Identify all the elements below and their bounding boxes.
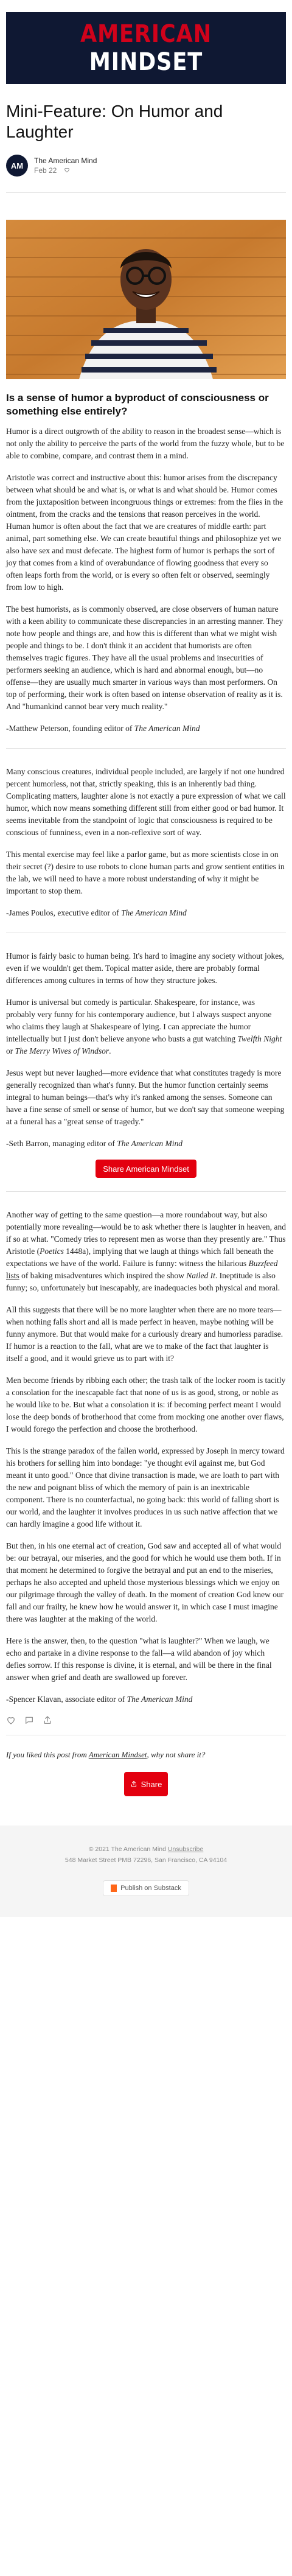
post-date: Feb 22 <box>34 166 57 175</box>
divider <box>6 192 286 193</box>
like-icon[interactable] <box>64 166 70 175</box>
work-title: Buzzfeed <box>248 1259 278 1268</box>
copyright-text: © 2021 The American Mind <box>88 1846 166 1853</box>
paragraph-text: Another way of getting to the same question—a more roundabout way, but also potentially more revealing—would be to ask whether there is laughter in heaven, and if so at what. "Comedy tries to represent men as worse than they presently are." Thus Aristotle ( <box>6 1210 286 1256</box>
masthead-line1: AMERICAN <box>80 20 212 48</box>
paragraph <box>6 996 286 1057</box>
signature-text: -Matthew Peterson, founding editor of <box>6 724 134 733</box>
signature <box>6 1693 286 1706</box>
paragraph-text: of baking misadventures which inspired the show <box>19 1271 187 1280</box>
byline-meta <box>34 156 97 176</box>
share-button[interactable] <box>124 1772 168 1796</box>
paragraph-text: . <box>109 1046 111 1055</box>
footer-links <box>0 1844 292 1855</box>
avatar-text: AM <box>10 161 24 170</box>
publication-name: The American Mind <box>134 724 200 733</box>
publish-on-substack-button[interactable] <box>103 1880 189 1896</box>
paragraph-text: 1448a), implying that we laugh at things which fall beneath the expectations we have of the world. Failure is funny: witness the hilarious <box>6 1247 274 1268</box>
publication-name: The American Mind <box>127 1695 193 1704</box>
share-prompt-text: , why not share it? <box>147 1750 206 1759</box>
signature-text: -James Poulos, executive editor of <box>6 908 121 917</box>
hero-image <box>6 220 286 379</box>
paragraph <box>6 1209 286 1294</box>
signature-text: -Seth Barron, managing editor of <box>6 1139 117 1148</box>
paragraph: Here is the answer, then, to the question "what is laughter?" When we laugh, we echo and partake in a divine response to the fall—a wild abandon of joy which defies sorrow. If this response is divine, it is eternal, and will be there in the final answer when grief and death are swallowed up forever. <box>6 1636 272 1682</box>
paragraph: Humor is a direct outgrowth of the ability to reason in the broadest sense—which is not only the ability to perceive the parts of the world from the fuzzy whole, but to be able to combine, compare, and contrast them in a mind. <box>6 427 285 460</box>
like-icon[interactable] <box>6 1715 16 1725</box>
work-title: Nailed It <box>186 1271 215 1280</box>
share-icon <box>130 1780 137 1788</box>
divider <box>6 748 286 749</box>
email-page <box>0 12 292 1917</box>
footer <box>0 1825 292 1917</box>
signature <box>6 723 286 735</box>
author-avatar[interactable] <box>6 155 28 177</box>
comment-icon[interactable] <box>24 1715 34 1725</box>
signature <box>6 1138 286 1150</box>
footer-address: 548 Market Street PMB 72296, San Francisco, CA 94104 <box>64 1857 228 1864</box>
paragraph: Jesus wept but never laughed—more evidence that what constitutes tragedy is more generally recognized than what's funny. But the humor function certainly seems integral to human beings—that's why it's ranked among the senses. Someone can have a fine sense of smell or sense of humor, but we don't say that someone weeping at a funeral has a "great sense of tragedy." <box>6 1068 285 1126</box>
work-title: Twelfth Night <box>237 1034 282 1043</box>
share-prompt <box>6 1749 286 1761</box>
signature-text: -Spencer Klavan, associate editor of <box>6 1695 127 1704</box>
share-button-label: Share <box>141 1779 162 1789</box>
share-publication-button[interactable]: Share American Mindset <box>96 1160 196 1178</box>
masthead-line2: MINDSET <box>89 48 203 76</box>
footer-link-unsubscribe[interactable]: Unsubscribe <box>167 1846 204 1853</box>
lists-link[interactable]: lists <box>6 1271 19 1280</box>
signature <box>6 907 286 919</box>
publication-name: The American Mind <box>117 1139 182 1148</box>
divider <box>6 1191 286 1192</box>
paragraph: Humor is fairly basic to human being. It's hard to imagine any society without jokes, even if we wouldn't get them. Topical matter aside, there are probably formal differences among cultures in terms of how they structure jokes. <box>6 951 284 985</box>
paragraph: Many conscious creatures, individual people included, are largely if not one hundred percent humorless, not that, strictly speaking, this is an inherently bad thing. Complicating matters, laughter alone is not exactly a pure expression of what we call humor, which now means something different still from either good or bad humor. It seems inevitable from the standpoint of logic that consciousness is required to be conscious of funniness, even in a non-reflexive sort of way. <box>6 767 286 837</box>
paragraph: The best humorists, as is commonly observed, are close observers of human nature with a keen ability to communicate these discrepancies in an arresting manner. They note how people and things are, and how this is different than what we might wish people and things to be. I don't think it an accident that humorists are often themselves tragic figures. They have all the usual problems and insecurities of performers seeking an audience, which is hard and abnormal enough, but—no offense—they are usually much smarter in various ways than most performers. On top of performing, their work is often based on intense observation of reality as it is. And "humankind cannot bear very much reality." <box>6 604 283 711</box>
publish-label: Publish on Substack <box>120 1885 181 1892</box>
paragraph: This is the strange paradox of the fallen world, expressed by Joseph in mercy toward his brothers for selling him into bondage: "ye thought evil against me, but God meant it unto good." Once that divine transaction is made, we are loath to part with the new and poignant bliss of which the memory of pain is an inextricable component. There is no counterfactual, no going back: this world of falling short is our world, and the laughter it involves produces in us such native affection that we can hardly imagine a good life without it. <box>6 1446 285 1528</box>
reaction-bar <box>6 1715 286 1725</box>
share-icon[interactable] <box>43 1715 52 1725</box>
publication-link[interactable]: American Mindset <box>88 1750 147 1759</box>
work-title: Poetics <box>40 1247 64 1256</box>
share-prompt-text: If you liked this post from <box>6 1750 89 1759</box>
work-title: The Merry Wives of Windsor <box>15 1046 109 1055</box>
paragraph: Men become friends by ribbing each other; the trash talk of the locker room is tacitly a consolation for the inescapable fact that none of us is as good, strong, or noble as he would like to be. But what a consolation it is: if becoming perfect meant I would lose the deep bonds of brotherhood that come from mocking one another over flaws, I would forego the perfection and choose the brotherhood. <box>6 1376 286 1433</box>
author-name[interactable]: The American Mind <box>34 156 97 165</box>
hero-photo-svg <box>6 220 286 379</box>
publication-name: The American Mind <box>120 908 187 917</box>
paragraph-text: Humor is universal but comedy is particular. Shakespeare, for instance, was probably very funny for his contemporary audience, but I always suspect anyone who claims they laugh at Shakespeare of lying. I can appreciate the humor intellectually but I just don't believe anyone who busts a gut watching <box>6 998 272 1043</box>
paragraph: But then, in his one eternal act of creation, God saw and accepted all of what would be: our betrayal, our miseries, and the good for which he would use them both. If in that moment he determined to forgive the betrayal and put an end to the miseries, perhaps he also accepted and upheld those mysterious blessings which we enjoy on our pilgrimage through the valley of death. In the moment of creation God knew our fall and our frailty, he knew how he would answer it, in which case I must imagine there was laughter at the making of the world. <box>6 1541 284 1623</box>
masthead-banner[interactable] <box>6 12 286 84</box>
paragraph-text: or <box>6 1046 15 1055</box>
substack-logo-icon <box>111 1885 117 1892</box>
byline <box>6 155 286 177</box>
post-title[interactable]: Mini-Feature: On Humor and Laughter <box>6 102 223 141</box>
paragraph: Aristotle was correct and instructive about this: humor arises from the discrepancy between what should be and what is, or what is and what should be. Humor comes from the juxtaposition between incongruous things or extremes: from the flies in the ointment, from the cracks and the tensions that reason perceives in the world. Human humor is often about the fact that we are creatures of middle earth: part animal, part something else. We can create beautiful things and philosophize yet we also have sex and must defecate. The highest form of humor is perhaps the sort of joy that comes from a kind of overabundance of flowing goodness that every so often leaps forth from the world, or is every so often felt or observed, seemingly from low to high. <box>6 473 283 592</box>
paragraph: All this suggests that there will be no more laughter when there are no more tears—when nothing falls short and all is made perfect in heaven, maybe nothing will be funny anymore. But that would make for a curiously dreary and humorless paradise. If humor is a reaction to the fall, what are we to make of the fact that laughter is itself a good, and it would grieve us to part with it? <box>6 1305 283 1363</box>
paragraph-text: . Ineptitude is also funny; so, unfortunately but inescapably, are inadequacies both physical and moral. <box>6 1271 280 1292</box>
paragraph: This mental exercise may feel like a parlor game, but as more scientists close in on their secret (?) desire to use robots to clone human parts and grow sentient entities in the lab, we will need to have a more robust understanding of why it might be important to stop them. <box>6 850 285 895</box>
section-heading: Is a sense of humor a byproduct of consciousness or something else entirely? <box>6 392 269 417</box>
